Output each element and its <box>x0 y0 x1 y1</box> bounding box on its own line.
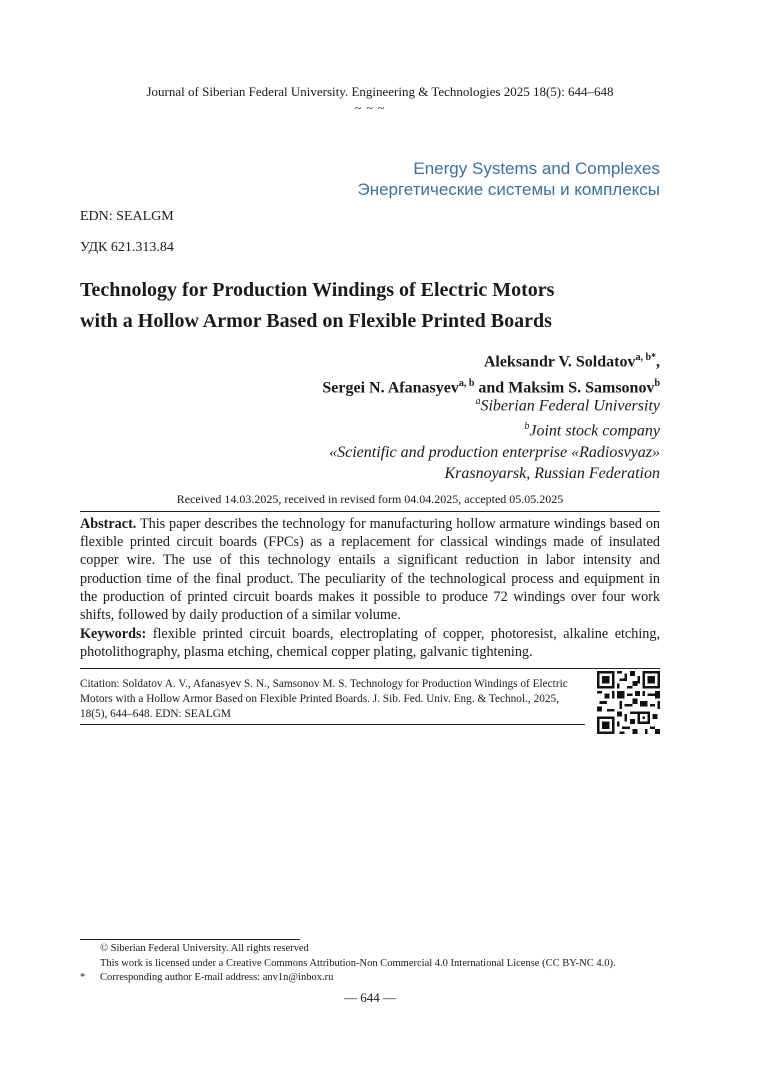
author-connector: and <box>474 379 509 397</box>
keywords <box>80 625 660 661</box>
paper-title-line1: Technology for Production Windings of Electric Motors <box>80 279 555 301</box>
divider <box>80 511 660 512</box>
abstract-label: Abstract. <box>80 516 137 532</box>
paper-title <box>80 275 680 337</box>
affiliation-mark: b <box>524 421 530 433</box>
divider <box>80 668 660 669</box>
received-dates: Received 14.03.2025, received in revised form 04.04.2025, accepted 05.05.2025 <box>176 492 564 506</box>
author-affiliation-mark: b <box>654 378 660 390</box>
citation: Citation: Soldatov A. V., Afanasyev S. N., Samsonov M. S. Technology for Production Windings of Electric Motors with a Hollow Armor Based on Flexible Printed Boards. J. Sib. Fed. Univ. Eng. & Technol., 2025, 18(5), 644–648. EDN: SEALGM <box>80 678 568 720</box>
affiliations <box>329 391 660 484</box>
affiliation-b-name: «Scientific and production enterprise «Radiosvyaz» <box>329 443 660 461</box>
author-separator: , <box>656 353 660 371</box>
header-ornament: ~ ~ ~ <box>354 101 386 115</box>
keywords-text: flexible printed circuit boards, electroplating of copper, photoresist, alkaline etching, photolithography, plasma etching, chemical copper plating, galvanic tightening. <box>80 626 660 661</box>
journal-citation-header: Journal of Siberian Federal University. Engineering & Technologies 2025 18(5): 644–648 <box>146 84 614 99</box>
section-title-english: Energy Systems and Complexes <box>413 159 660 178</box>
affiliation-mark: a <box>475 396 481 407</box>
author-affiliation-mark: a, b* <box>635 352 656 363</box>
edn-identifier: EDN: SEALGM <box>80 209 174 224</box>
affiliation-b: Joint stock company <box>529 422 660 440</box>
divider <box>80 724 585 725</box>
copyright-notice: © Siberian Federal University. All rights reserved <box>100 943 309 954</box>
footnote-divider <box>80 939 300 940</box>
udk-identifier: УДК 621.313.84 <box>80 240 174 255</box>
author-name: Maksim S. Samsonov <box>508 379 655 397</box>
author-affiliation-mark: a, b <box>458 378 475 390</box>
qr-code-icon[interactable] <box>597 671 660 734</box>
section-title-russian: Энергетические системы и комплексы <box>357 180 660 199</box>
abstract <box>80 515 660 624</box>
abstract-text: This paper describes the technology for manufacturing hollow armature windings based on flexible printed circuit boards (FPCs) as a replacement for classical windings made of insulated copper wire. The use of this technology entails a significant reduction in labor intensity and production time of the final product. The peculiarity of the technological process and equipment in the production of printed circuit boards makes it possible to produce 72 windings over four work shifts, followed by daily production of a similar volume. <box>80 516 661 624</box>
author-name: Sergei N. Afanasyev <box>322 379 459 397</box>
affiliation-a: Siberian Federal University <box>480 397 660 415</box>
paper-title-line2: with a Hollow Armor Based on Flexible Printed Boards <box>80 310 552 332</box>
keywords-label: Keywords: <box>80 626 147 642</box>
corresponding-mark: * <box>80 972 86 983</box>
footnotes <box>80 942 616 986</box>
author-name: Aleksandr V. Soldatov <box>483 353 636 371</box>
license-notice: This work is licensed under a Creative Commons Attribution-Non Commercial 4.0 International License (CC BY-NC 4.0). <box>100 957 616 969</box>
corresponding-author: Corresponding author E-mail address: anv1n@inbox.ru <box>100 972 334 983</box>
page-number: — 644 — <box>344 990 396 1005</box>
affiliation-city: Krasnoyarsk, Russian Federation <box>444 464 660 482</box>
